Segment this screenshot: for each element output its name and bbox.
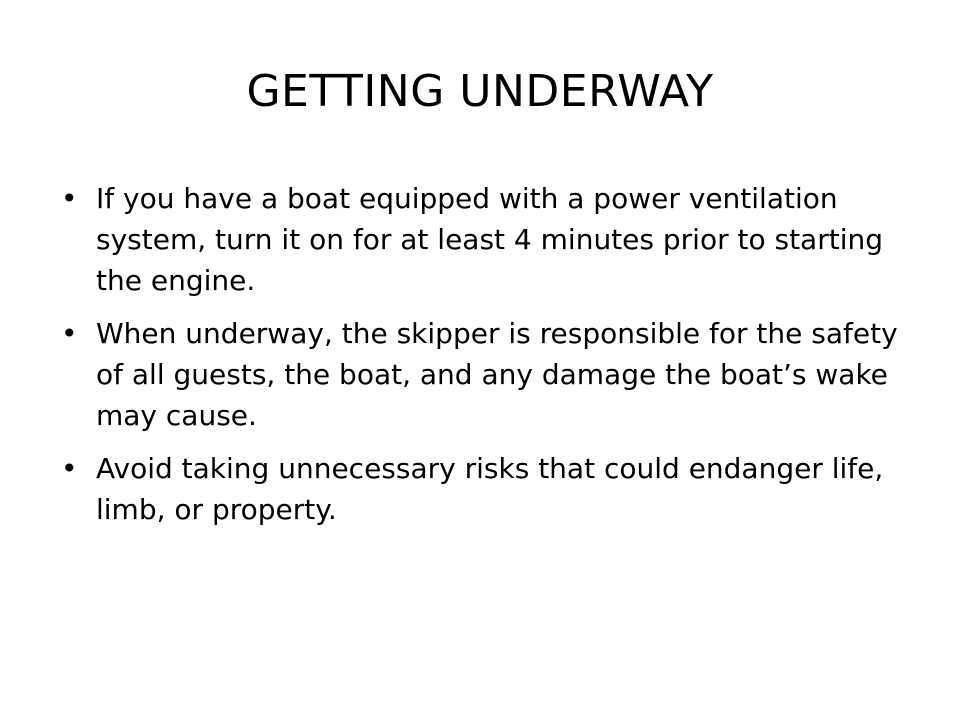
bullet-item [58, 448, 918, 530]
bullet-text: If you have a boat equipped with a power ventilation system, turn it on for at least 4 minutes prior to starting the engine. [96, 182, 884, 297]
bullet-item [58, 178, 918, 301]
slide-title: GETTING UNDERWAY [246, 66, 714, 117]
bullet-dot-icon: • [61, 317, 78, 350]
bullet-list [58, 178, 918, 542]
bullet-text: Avoid taking unnecessary risks that could endanger life, limb, or property. [96, 452, 884, 526]
bullet-dot-icon: • [61, 452, 78, 485]
bullet-item [58, 313, 918, 436]
bullet-text: When underway, the skipper is responsible for the safety of all guests, the boat, and any damage the boat’s wake may cause. [96, 317, 898, 432]
bullet-dot-icon: • [61, 182, 78, 215]
